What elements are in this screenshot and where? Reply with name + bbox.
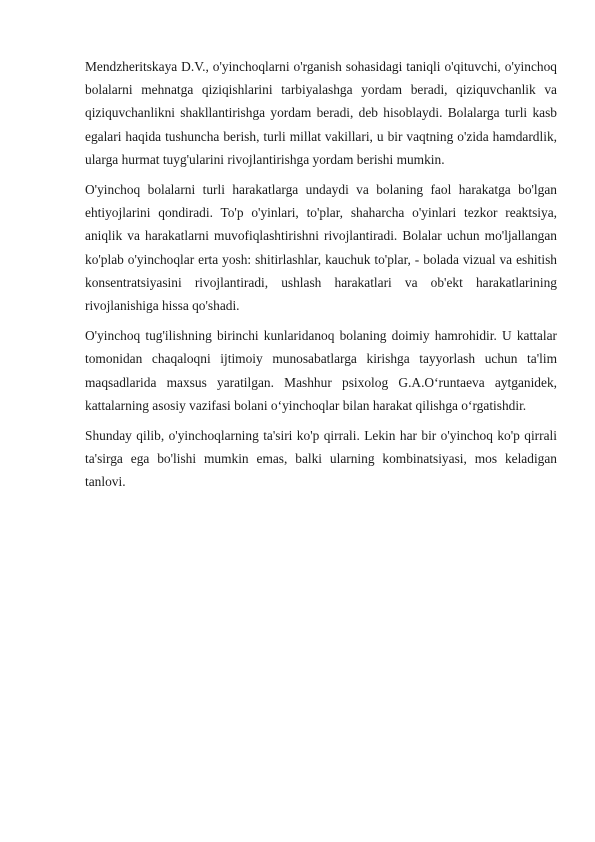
paragraph-2: O'yinchoq bolalarni turli harakatlarga undaydi va bolaning faol harakatga bo'lgan ehtiyojlarini qondiradi. To'p o'yinlari, to'plar, shaharcha o'yinlari tezkor reaktsiya, aniqlik va harakatlarni muvofiqlashtirishni rivojlantiradi. Bolalar uchun mo'ljallangan ko'plab o'yinchoqlar erta yosh: shitirlashlar, kauchuk to'plar, - bolada vizual va eshitish konsentratsiyasini rivojlantiradi, ushlash harakatlari va ob'ekt harakatlarining rivojlanishiga hissa qo'shadi.: [85, 182, 557, 314]
paragraph-3: O'yinchoq tug'ilishning birinchi kunlaridanoq bolaning doimiy hamrohidir. U kattalar tomonidan chaqaloqni ijtimoiy munosabatlarga kirishga tayyorlash uchun ta'lim maqsadlarida maxsus yaratilgan. Mashhur psixolog G.A.O‘runtaeva aytganidek, kattalarning asosiy vazifasi bolani o‘yinchoqlar bilan harakat qilishga o‘rgatishdir.: [85, 328, 557, 413]
document-body: [85, 55, 557, 501]
paragraph-1: Mendzheritskaya D.V., o'yinchoqlarni o'rganish sohasidagi taniqli o'qituvchi, o'yinchoq bolalarni mehnatga qiziqishlarini tarbiyalashga yordam beradi, qiziquvchanlik va qiziquvchanlikni shakllantirishga yordam beradi, deb hisoblaydi. Bolalarga turli kasb egalari haqida tushuncha berish, turli millat vakillari, u bir vaqtning o'zida hamdardlik, ularga hurmat tuyg'ularini rivojlantirishga yordam berishi mumkin.: [85, 59, 557, 167]
paragraph-4: Shunday qilib, o'yinchoqlarning ta'siri ko'p qirrali. Lekin har bir o'yinchoq ko'p qirrali ta'sirga ega bo'lishi mumkin emas, balki ularning kombinatsiyasi, mos keladigan tanlovi.: [85, 428, 557, 490]
